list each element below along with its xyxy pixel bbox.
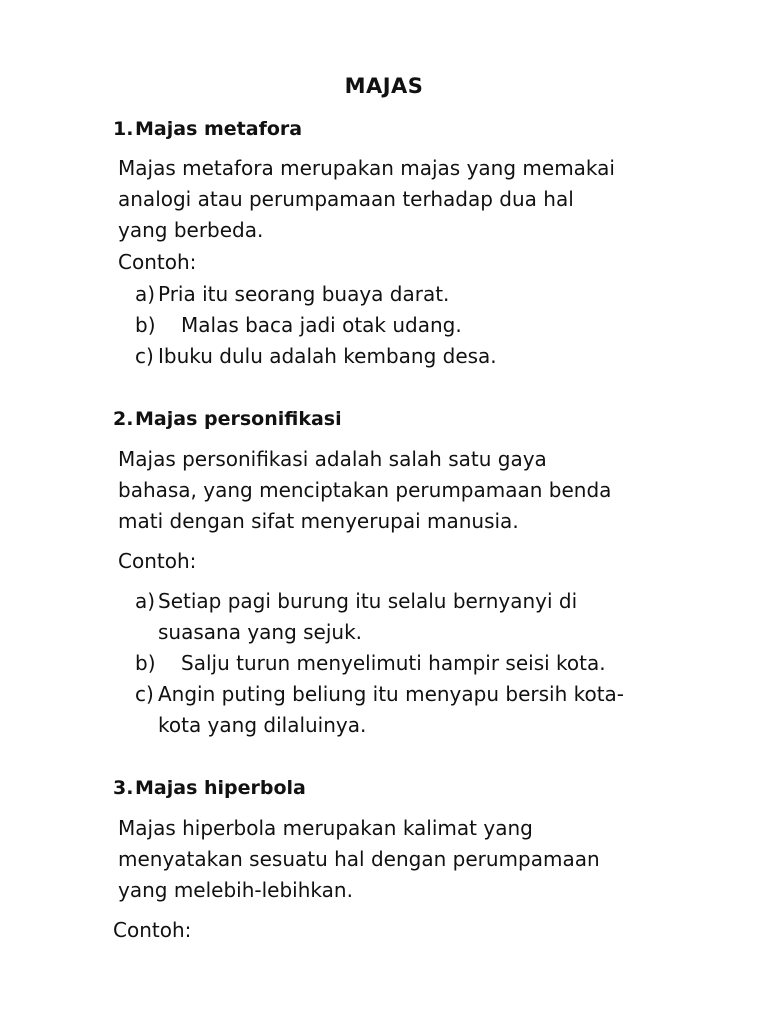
section-heading-hiperbola: [113, 777, 306, 799]
paragraph-line: menyatakan sesuatu hal dengan perumpamaan: [118, 847, 600, 871]
example-text: Angin puting beliung itu menyapu bersih kota-: [158, 682, 625, 706]
paragraph-line: Majas hiperbola merupakan kalimat yang: [118, 816, 533, 840]
section-paragraph: [118, 813, 688, 906]
example-text: Setiap pagi burung itu selalu bernyanyi di: [158, 589, 578, 613]
example-marker: a): [135, 589, 156, 613]
example-text: Ibuku dulu adalah kembang desa.: [158, 344, 497, 368]
paragraph-line: mati dengan sifat menyerupai manusia.: [118, 509, 519, 533]
example-marker: b): [135, 313, 156, 337]
contoh-label: Contoh:: [118, 250, 197, 274]
example-marker: b): [135, 651, 156, 675]
section-paragraph: [118, 444, 688, 537]
paragraph-line: bahasa, yang menciptakan perumpamaan benda: [118, 478, 612, 502]
paragraph-line: analogi atau perumpamaan terhadap dua hal: [118, 187, 574, 211]
example-text-continued: suasana yang sejuk.: [158, 620, 363, 644]
paragraph-line: yang melebih-lebihkan.: [118, 878, 353, 902]
contoh-label: Contoh:: [113, 918, 192, 942]
section-title: Majas hiperbola: [135, 777, 306, 799]
section-number: 2.: [113, 408, 134, 430]
example-text: Pria itu seorang buaya darat.: [158, 282, 450, 306]
section-title: Majas metafora: [135, 118, 303, 140]
example-marker: c): [135, 344, 154, 368]
section-heading-personifikasi: [113, 408, 342, 430]
example-text: Salju turun menyelimuti hampir seisi kota.: [181, 651, 606, 675]
paragraph-line: yang berbeda.: [118, 218, 264, 242]
section-title: Majas personifikasi: [135, 408, 342, 430]
section-heading-metafora: [113, 118, 302, 140]
section-paragraph: [118, 153, 688, 246]
example-text-continued: kota yang dilaluinya.: [158, 713, 367, 737]
paragraph-line: Majas personifikasi adalah salah satu gaya: [118, 447, 547, 471]
section-number: 1.: [113, 118, 134, 140]
example-marker: c): [135, 682, 154, 706]
paragraph-line: Majas metafora merupakan majas yang memakai: [118, 156, 615, 180]
example-marker: a): [135, 282, 156, 306]
contoh-label: Contoh:: [118, 549, 197, 573]
page-title: MAJAS: [344, 74, 424, 98]
example-text: Malas baca jadi otak udang.: [181, 313, 462, 337]
section-number: 3.: [113, 777, 134, 799]
